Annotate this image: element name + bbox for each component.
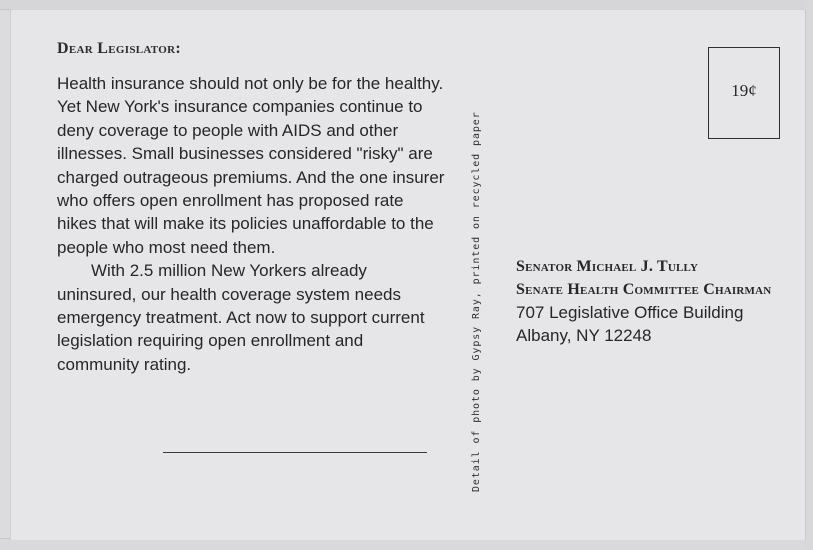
city-state-zip: Albany, NY 12248	[516, 326, 652, 345]
signature-line	[163, 452, 427, 453]
recipient-name: Senator Michael J. Tully	[516, 258, 699, 275]
stamp-box	[708, 47, 780, 139]
postage-value: 19¢	[731, 81, 757, 100]
message-body	[57, 72, 447, 376]
salutation: Dear Legislator:	[57, 40, 181, 57]
message-paragraph-1: Health insurance should not only be for the healthy. Yet New York's insurance companies continue to deny coverage to people with AIDS and other illnesses. Small businesses considered "risky" are charged outrageous premiums. And the one insurer who offers open enrollment has proposed rate hikes that will make its policies unaffordable to the people who most need them.	[57, 74, 445, 257]
street-address: 707 Legislative Office Building	[516, 303, 744, 322]
message-paragraph-2: With 2.5 million New Yorkers already uninsured, our health coverage system needs emergency treatment. Act now to support current legislation requiring open enrollment and community rating.	[57, 261, 425, 374]
photo-credit: Detail of photo by Gypsy Ray, printed on recycled paper	[471, 111, 482, 492]
recipient-title: Senate Health Committee Chairman	[516, 281, 772, 298]
mailing-address	[516, 255, 771, 347]
postcard	[10, 9, 806, 540]
